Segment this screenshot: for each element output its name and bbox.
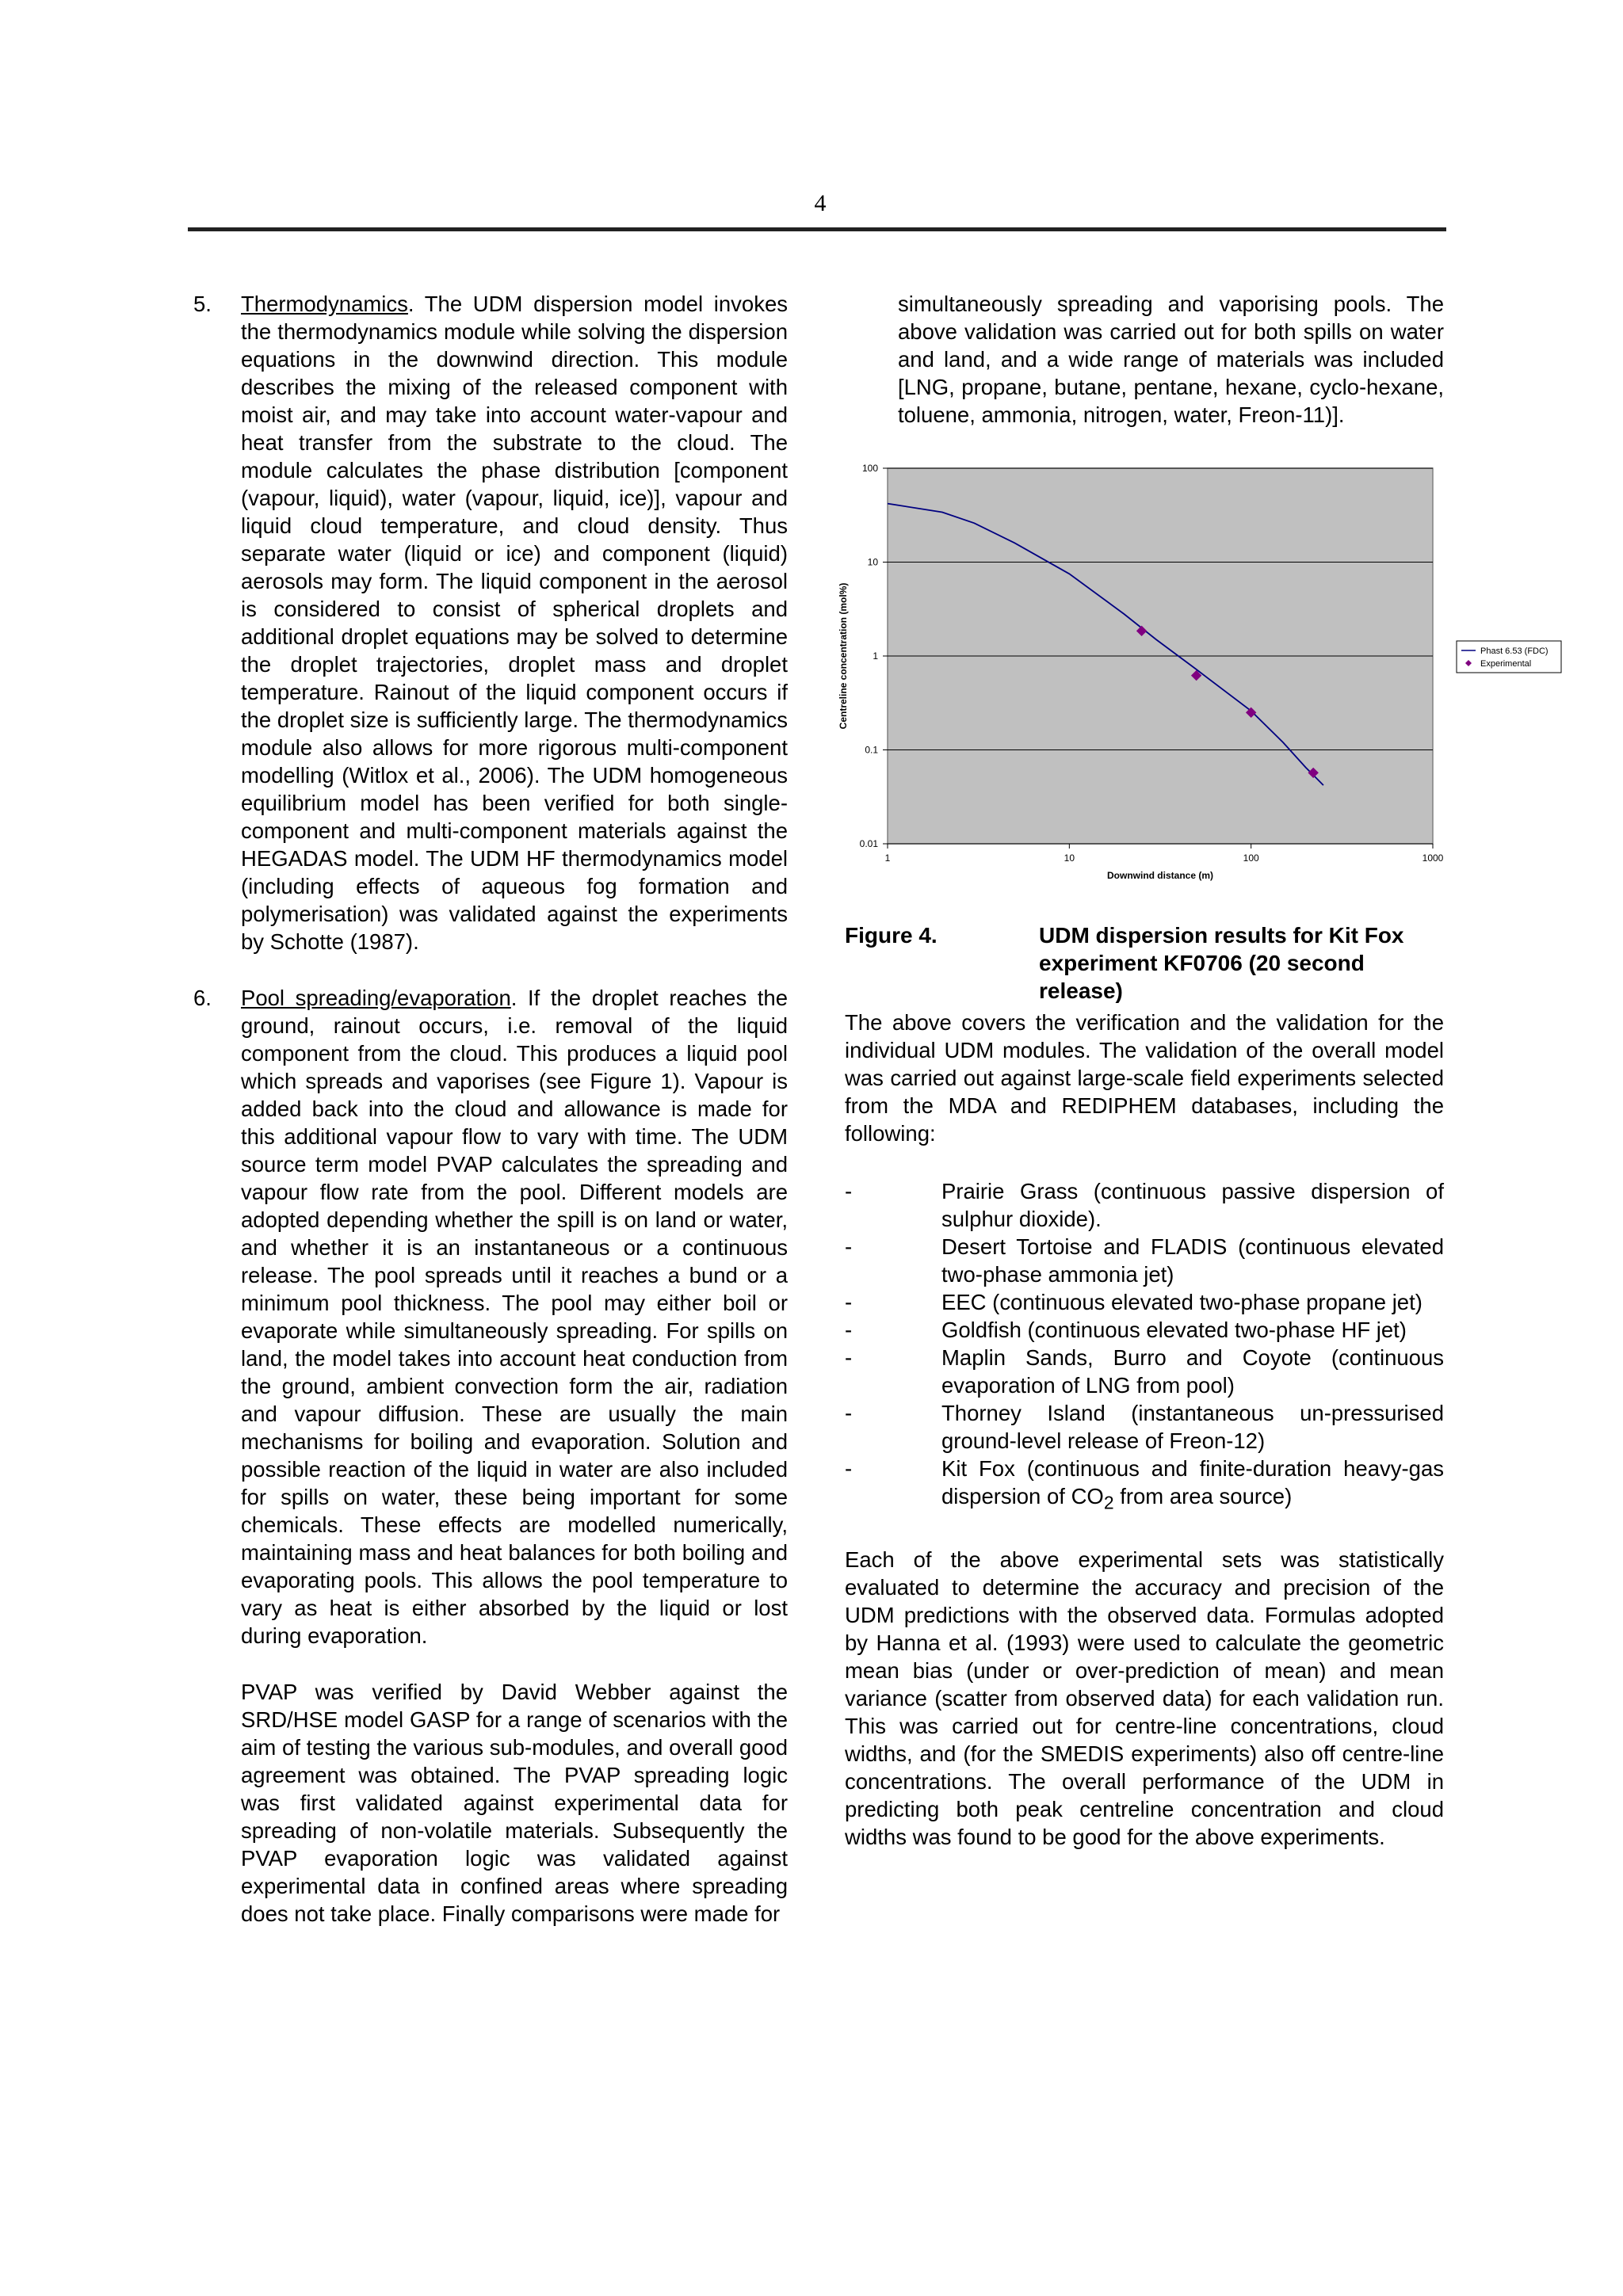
left-column xyxy=(188,290,788,1928)
list-item-text: Goldfish (continuous elevated two-phase HF jet) xyxy=(941,1318,1407,1342)
page-number: 4 xyxy=(814,190,827,216)
list-dash: - xyxy=(845,1234,853,1259)
pvap-paragraph: PVAP was verified by David Webber against the SRD/HSE model GASP for a range of scenarios with the aim of testing the various sub-modules, and overall good agreement was obtained. The PVAP spreading logic was first validated against experimental data for spreading of non-volatile materials. Subsequently the PVAP evaporation logic was validated against experimental data in confined areas where spreading does not take place. Finally comparisons were made for xyxy=(241,1680,788,1926)
list-item xyxy=(845,1399,1444,1455)
item-number: 5. xyxy=(193,292,212,316)
x-tick-label: 100 xyxy=(1243,852,1259,864)
y-tick-label: 0.1 xyxy=(865,744,878,756)
chart-svg xyxy=(823,463,1568,891)
list-item xyxy=(845,1455,1444,1517)
list-dash: - xyxy=(845,1345,853,1370)
statistics-paragraph: Each of the above experimental sets was statistically evaluated to determine the accuracy and precision of the UDM predictions with the observed data. Formulas adopted by Hanna et al. (1993) were used to calculate the geometric mean bias (under or over-prediction of mean) and mean variance (scatter from observed data) for each validation run. This was carried out for centre-line concentrations, cloud widths, and (for the SMEDIS experiments) also off centre-line concentrations. The overall performance of the UDM in predicting both peak centreline concentration and cloud widths was found to be good for the above experiments. xyxy=(845,1547,1444,1849)
list-dash: - xyxy=(845,1456,853,1481)
list-item xyxy=(845,1316,1444,1344)
y-tick-label: 1 xyxy=(873,650,878,662)
item-pool-spreading xyxy=(188,984,788,1650)
list-item-text: Prairie Grass (continuous passive dispersion of sulphur dioxide). xyxy=(941,1179,1444,1231)
list-dash: - xyxy=(845,1179,853,1203)
item-body: . If the droplet reaches the ground, rainout occurs, i.e. removal of the liquid component from the cloud. This produces a liquid pool which spreads and vaporises (see Figure 1). Vapour is added back into the cloud and allowance is made for this additional vapour flow to vary with time. The UDM source term model PVAP calculates the spreading and vapour flow rate from the pool. Different models are adopted depending whether the spill is on land or water, and whether it is an instantaneous or a continuous release. The pool spreads until it reaches a bund or a minimum pool thickness. The pool may either boil or evaporate while simultaneously spreading. For spills on land, the model takes into account heat conduction from the ground, ambient convection form the air, radiation and vapour diffusion. These are usually the main mechanisms for boiling and evaporation. Solution and possible reaction of the liquid in water are also included for spills on water, these being important for some chemicals. These effects are modelled numerically, maintaining mass and heat balances for both boiling and evaporating pools. This allows the pool temperature to vary as heat is either absorbed by the liquid or lost during evaporation. xyxy=(241,986,789,1648)
list-item-text: Desert Tortoise and FLADIS (continuous elevated two-phase ammonia jet) xyxy=(941,1234,1444,1287)
experiment-list xyxy=(845,1177,1444,1517)
y-tick-label: 100 xyxy=(861,463,878,474)
x-tick-label: 1 xyxy=(884,852,891,864)
x-tick-label: 1000 xyxy=(1422,852,1444,864)
list-item-text: Maplin Sands, Burro and Coyote (continuous evaporation of LNG from pool) xyxy=(941,1345,1444,1398)
figure-label: Figure 4. xyxy=(845,923,938,948)
item-number: 6. xyxy=(193,986,212,1010)
right-column xyxy=(838,290,1549,1851)
figure-caption xyxy=(845,921,1444,1009)
item-heading: Thermodynamics xyxy=(241,292,408,316)
y-tick-label: 10 xyxy=(867,556,878,568)
list-dash: - xyxy=(845,1318,853,1342)
subscript: 2 xyxy=(1103,1492,1114,1513)
legend-label: Experimental xyxy=(1480,659,1532,669)
list-dash: - xyxy=(845,1290,853,1314)
list-item xyxy=(845,1344,1444,1399)
list-item-text: EEC (continuous elevated two-phase propane jet) xyxy=(941,1290,1423,1314)
list-item xyxy=(845,1288,1444,1316)
list-dash: - xyxy=(845,1401,853,1425)
header-rule xyxy=(188,227,1446,231)
validation-paragraph: The above covers the verification and the validation for the individual UDM modules. The validation of the overall model was carried out against large-scale field experiments selected from the MDA and REDIPHEM databases, including the following: xyxy=(845,1010,1444,1146)
item-thermodynamics xyxy=(188,290,788,955)
list-item xyxy=(845,1177,1444,1233)
list-item-text: Thorney Island (instantaneous un-pressurised ground-level release of Freon-12) xyxy=(941,1401,1444,1453)
continuation-paragraph: simultaneously spreading and vaporising pools. The above validation was carried out for both spills on water and land, and a wide range of materials was included [LNG, propane, butane, pentane, hexane, cyclo-hexane, toluene, ammonia, nitrogen, water, Freon-11)]. xyxy=(898,292,1444,427)
legend-label: Phast 6.53 (FDC) xyxy=(1480,646,1549,656)
x-tick-label: 10 xyxy=(1064,852,1075,864)
figure-caption-text: UDM dispersion results for Kit Fox experiment KF0706 (20 second release) xyxy=(1039,923,1404,1003)
figure-4-chart xyxy=(823,463,1568,891)
item-body: . The UDM dispersion model invokes the thermodynamics module while solving the dispersion equations in the downwind direction. This module describes the mixing of the released component with moist air, and may take into account water-vapour and heat transfer from the substrate to the cloud. The module calculates the phase distribution [component (vapour, liquid), water (vapour, liquid, ice)], vapour and liquid cloud temperature, and cloud density. Thus separate water (liquid or ice) and component (liquid) aerosols may form. The liquid component in the aerosol is considered to consist of spherical droplets and additional droplet equations may be solved to determine the droplet trajectories, droplet mass and droplet temperature. Rainout of the liquid component occurs if the droplet size is sufficiently large. The thermodynamics module also allows for more rigorous multi-component modelling (Witlox et al., 2006). The UDM homogeneous equilibrium model has been verified for both single-component and multi-component materials against the HEGADAS model. The UDM HF thermodynamics model (including effects of aqueous fog formation and polymerisation) was validated against the experiments by Schotte (1987). xyxy=(241,292,788,954)
list-item-text: Kit Fox (continuous and finite-duration heavy-gas dispersion of $CO_2$ from area source) xyxy=(941,1456,1444,1513)
list-item xyxy=(845,1233,1444,1288)
item-paragraph xyxy=(241,290,788,955)
y-tick-label: 0.01 xyxy=(859,838,878,849)
y-axis-label: Centreline concentration (mol%) xyxy=(838,582,849,730)
x-axis-label: Downwind distance (m) xyxy=(1106,870,1214,881)
item-paragraph xyxy=(241,984,788,1650)
item-heading: Pool spreading/evaporation xyxy=(241,986,511,1010)
